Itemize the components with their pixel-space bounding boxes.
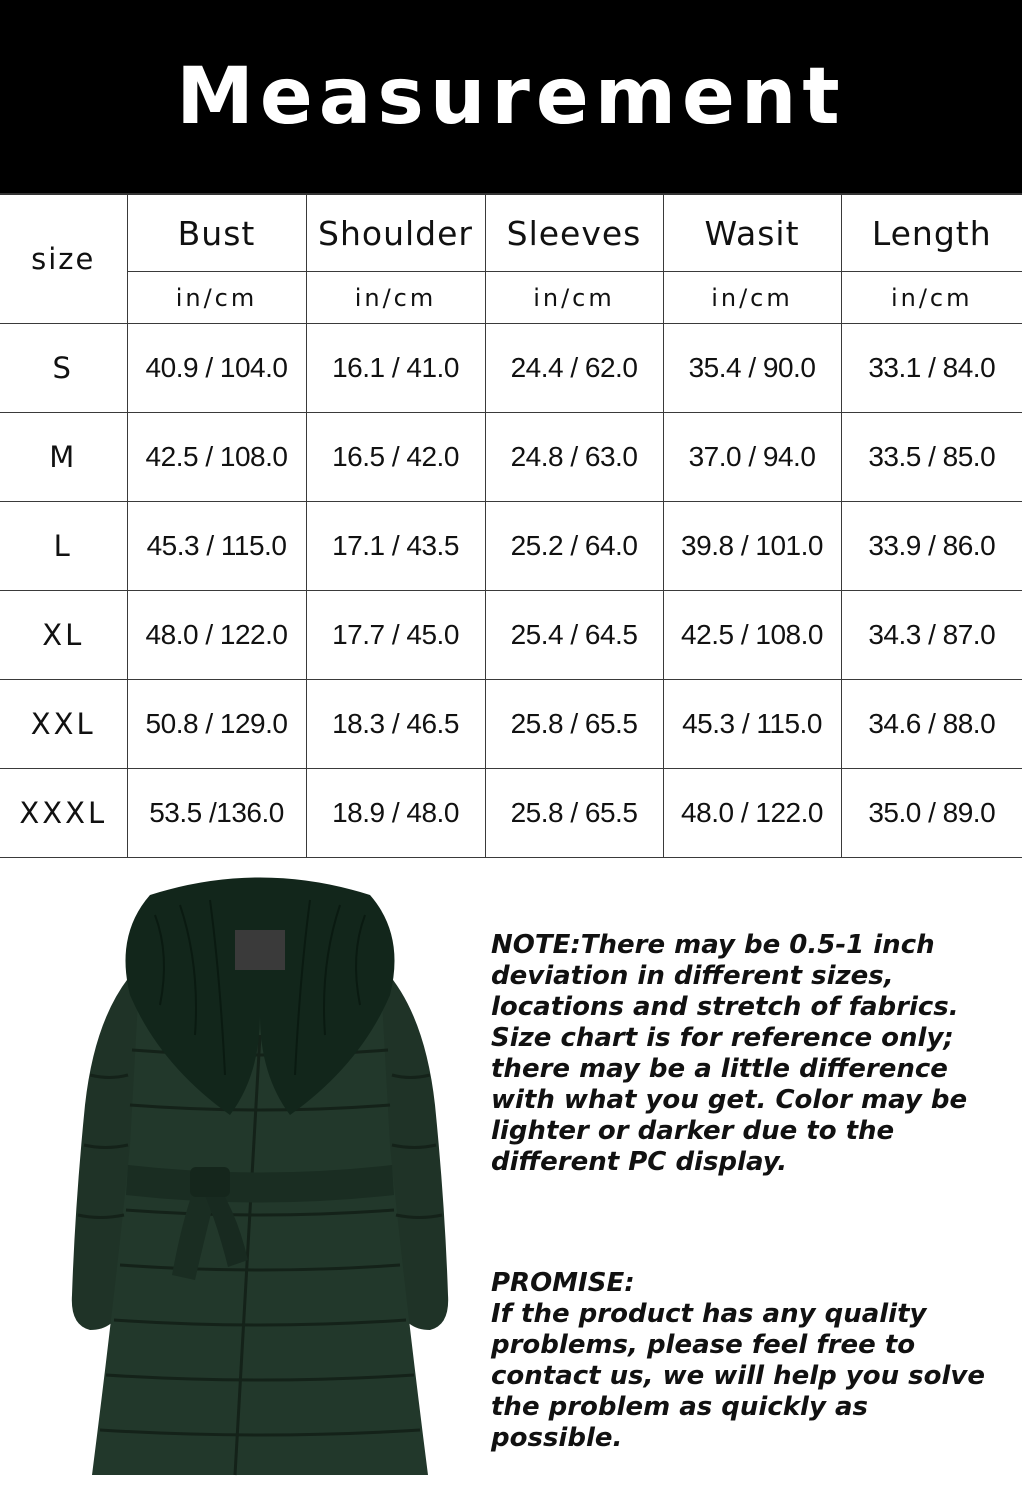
promise-note xyxy=(491,1268,1011,1454)
table-cell: 16.5 / 42.0 xyxy=(306,413,485,502)
unit-label: in/cm xyxy=(663,272,841,324)
unit-label: in/cm xyxy=(306,272,485,324)
note-line: deviation in different sizes, xyxy=(491,961,894,991)
size-note xyxy=(491,930,1011,1178)
promise-line: contact us, we will help you solve xyxy=(491,1361,985,1391)
table-cell: 48.0 / 122.0 xyxy=(127,591,306,680)
table-cell: 34.3 / 87.0 xyxy=(841,591,1022,680)
header-banner xyxy=(0,0,1022,193)
promise-line: possible. xyxy=(491,1423,623,1453)
note-line: Size chart is for reference only; xyxy=(491,1023,954,1053)
table-cell: 42.5 / 108.0 xyxy=(663,591,841,680)
size-label: XL xyxy=(0,591,127,680)
table-cell: 33.9 / 86.0 xyxy=(841,502,1022,591)
table-cell: 33.1 / 84.0 xyxy=(841,324,1022,413)
table-cell: 25.8 / 65.5 xyxy=(485,769,663,858)
unit-label: in/cm xyxy=(485,272,663,324)
table-cell: 48.0 / 122.0 xyxy=(663,769,841,858)
coat-product-image xyxy=(60,875,460,1495)
size-label: XXL xyxy=(0,680,127,769)
table-cell: 18.9 / 48.0 xyxy=(306,769,485,858)
unit-label: in/cm xyxy=(841,272,1022,324)
size-label: XXXL xyxy=(0,769,127,858)
size-label: S xyxy=(0,324,127,413)
size-label: L xyxy=(0,502,127,591)
table-cell: 50.8 / 129.0 xyxy=(127,680,306,769)
table-cell: 35.0 / 89.0 xyxy=(841,769,1022,858)
promise-line: the problem as quickly as xyxy=(491,1392,868,1422)
table-header-row xyxy=(0,194,1022,272)
unit-row xyxy=(0,272,1022,324)
table-cell: 25.4 / 64.5 xyxy=(485,591,663,680)
table-cell: 34.6 / 88.0 xyxy=(841,680,1022,769)
table-row xyxy=(0,502,1022,591)
table-cell: 39.8 / 101.0 xyxy=(663,502,841,591)
page-title: Measurement xyxy=(176,52,846,142)
table-cell: 40.9 / 104.0 xyxy=(127,324,306,413)
table-row xyxy=(0,769,1022,858)
table-cell: 33.5 / 85.0 xyxy=(841,413,1022,502)
note-line: there may be a little difference xyxy=(491,1054,948,1084)
table-cell: 25.8 / 65.5 xyxy=(485,680,663,769)
unit-label: in/cm xyxy=(127,272,306,324)
coat-body xyxy=(72,955,448,1475)
size-column-header: size xyxy=(0,194,127,324)
table-cell: 35.4 / 90.0 xyxy=(663,324,841,413)
table-row xyxy=(0,680,1022,769)
table-row xyxy=(0,413,1022,502)
table-cell: 16.1 / 41.0 xyxy=(306,324,485,413)
column-header-sleeves: Sleeves xyxy=(485,194,663,272)
note-line: different PC display. xyxy=(491,1147,788,1177)
column-header-length: Length xyxy=(841,194,1022,272)
promise-line: If the product has any quality xyxy=(491,1299,927,1329)
table-cell: 25.2 / 64.0 xyxy=(485,502,663,591)
column-header-bust: Bust xyxy=(127,194,306,272)
note-line: with what you get. Color may be xyxy=(491,1085,968,1115)
promise-line: PROMISE: xyxy=(491,1268,635,1298)
table-cell: 17.1 / 43.5 xyxy=(306,502,485,591)
table-cell: 53.5 /136.0 xyxy=(127,769,306,858)
table-row xyxy=(0,324,1022,413)
column-header-waist: Wasit xyxy=(663,194,841,272)
table-cell: 45.3 / 115.0 xyxy=(663,680,841,769)
table-cell: 37.0 / 94.0 xyxy=(663,413,841,502)
table-cell: 24.8 / 63.0 xyxy=(485,413,663,502)
table-cell: 17.7 / 45.0 xyxy=(306,591,485,680)
note-line: locations and stretch of fabrics. xyxy=(491,992,959,1022)
table-row xyxy=(0,591,1022,680)
note-line: lighter or darker due to the xyxy=(491,1116,895,1146)
column-header-shoulder: Shoulder xyxy=(306,194,485,272)
table-cell: 45.3 / 115.0 xyxy=(127,502,306,591)
table-cell: 24.4 / 62.0 xyxy=(485,324,663,413)
size-label: M xyxy=(0,413,127,502)
promise-line: problems, please feel free to xyxy=(491,1330,916,1360)
size-chart-table xyxy=(0,193,1022,858)
note-line: NOTE:There may be 0.5-1 inch xyxy=(491,930,935,960)
table-cell: 18.3 / 46.5 xyxy=(306,680,485,769)
table-cell: 42.5 / 108.0 xyxy=(127,413,306,502)
